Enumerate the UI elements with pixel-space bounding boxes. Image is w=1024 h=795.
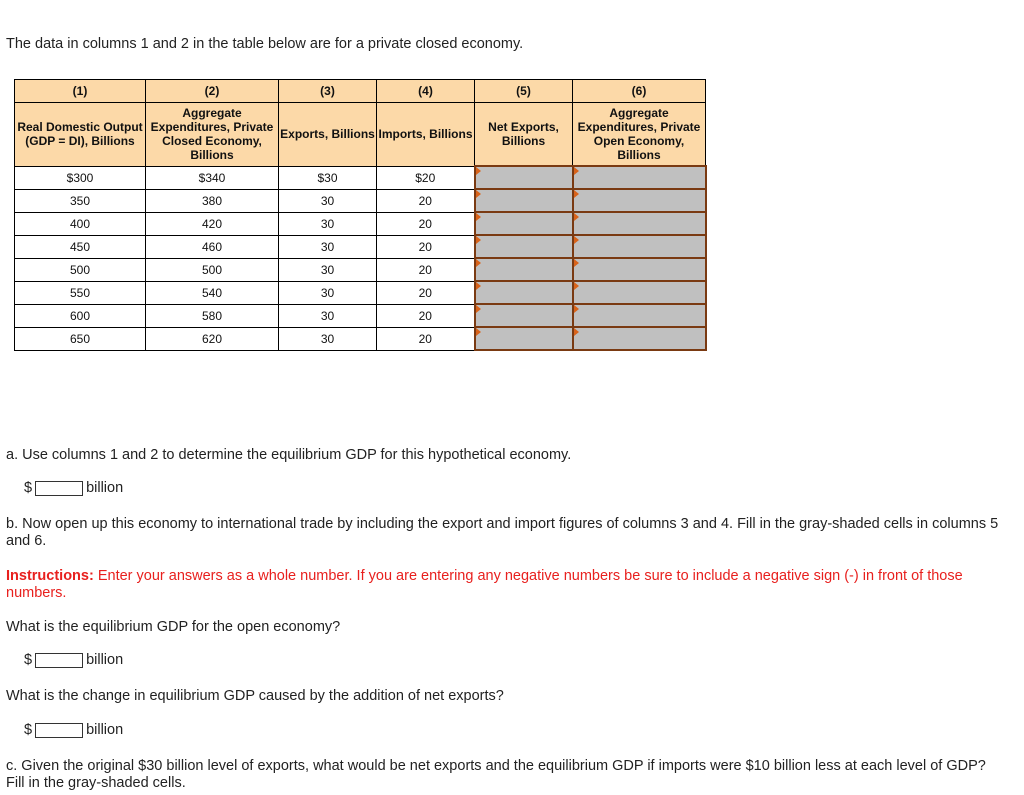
question-a: a. Use columns 1 and 2 to determine the equilibrium GDP for this hypothetical economy. — [6, 447, 572, 463]
table-cell: 20 — [377, 281, 475, 304]
col-number: (6) — [573, 80, 706, 103]
col-header: Net Exports, Billions — [475, 103, 573, 167]
table-cell: 400 — [15, 212, 146, 235]
table-cell: 350 — [15, 189, 146, 212]
table-cell: 30 — [279, 304, 377, 327]
table-cell: $30 — [279, 166, 377, 189]
table-cell: 30 — [279, 235, 377, 258]
answer-a — [24, 480, 123, 496]
table-cell: 20 — [377, 304, 475, 327]
table-row — [15, 166, 706, 189]
net-exports-cell[interactable] — [475, 212, 573, 235]
table-cell: 30 — [279, 258, 377, 281]
net-exports-cell[interactable] — [475, 258, 573, 281]
open-ae-cell[interactable] — [573, 304, 706, 327]
open-ae-cell[interactable] — [573, 258, 706, 281]
col-header: Aggregate Expenditures, Private Closed Economy, Billions — [146, 103, 279, 167]
table-row — [15, 212, 706, 235]
open-ae-cell[interactable] — [573, 281, 706, 304]
table-cell: 380 — [146, 189, 279, 212]
table-cell: 30 — [279, 281, 377, 304]
table-cell: 620 — [146, 327, 279, 350]
table-cell: 600 — [15, 304, 146, 327]
open-ae-cell[interactable] — [573, 212, 706, 235]
net-exports-cell[interactable] — [475, 304, 573, 327]
question-open-gdp: What is the equilibrium GDP for the open economy? — [6, 619, 341, 635]
open-ae-cell[interactable] — [573, 327, 706, 350]
table-cell: $340 — [146, 166, 279, 189]
table-cell: 420 — [146, 212, 279, 235]
col-header: Imports, Billions — [377, 103, 475, 167]
table-cell: 20 — [377, 327, 475, 350]
col-header: Exports, Billions — [279, 103, 377, 167]
col-header: Real Domestic Output (GDP = DI), Billions — [15, 103, 146, 167]
dollar-sign: $ — [24, 652, 33, 668]
col-number: (1) — [15, 80, 146, 103]
col-number: (5) — [475, 80, 573, 103]
open-ae-cell[interactable] — [573, 166, 706, 189]
table-cell: 650 — [15, 327, 146, 350]
table-cell: 30 — [279, 189, 377, 212]
col-number: (2) — [146, 80, 279, 103]
instructions-label: Instructions: — [6, 568, 94, 584]
dollar-sign: $ — [24, 722, 33, 738]
economy-table — [14, 79, 707, 351]
answer-open-gdp — [24, 652, 123, 668]
table-cell: $20 — [377, 166, 475, 189]
open-ae-cell[interactable] — [573, 235, 706, 258]
gdp-change-input[interactable] — [35, 723, 83, 738]
col-number: (3) — [279, 80, 377, 103]
table-cell: 20 — [377, 212, 475, 235]
equilibrium-gdp-open-input[interactable] — [35, 653, 83, 668]
unit-label: billion — [86, 722, 124, 738]
net-exports-cell[interactable] — [475, 189, 573, 212]
table-cell: 20 — [377, 189, 475, 212]
table-cell: 20 — [377, 235, 475, 258]
net-exports-cell[interactable] — [475, 281, 573, 304]
table-row — [15, 189, 706, 212]
table-cell: 460 — [146, 235, 279, 258]
question-c: c. Given the original $30 billion level of exports, what would be net exports and the equilibrium GDP if imports were $10 billion less at each level of GDP? Fill in the gray-shaded cells. — [6, 758, 986, 791]
table-cell: 30 — [279, 327, 377, 350]
instructions — [6, 568, 1006, 602]
answer-change — [24, 722, 123, 738]
table-row — [15, 304, 706, 327]
table-cell: 450 — [15, 235, 146, 258]
question-change: What is the change in equilibrium GDP caused by the addition of net exports? — [6, 688, 504, 704]
table-cell: $300 — [15, 166, 146, 189]
table-cell: 550 — [15, 281, 146, 304]
net-exports-cell[interactable] — [475, 235, 573, 258]
open-ae-cell[interactable] — [573, 189, 706, 212]
dollar-sign: $ — [24, 480, 33, 496]
equilibrium-gdp-closed-input[interactable] — [35, 481, 83, 496]
table-row — [15, 258, 706, 281]
table-cell: 30 — [279, 212, 377, 235]
table-row — [15, 235, 706, 258]
table-row — [15, 327, 706, 350]
table-cell: 540 — [146, 281, 279, 304]
question-b: b. Now open up this economy to international trade by including the export and import figures of columns 3 and 4. Fill in the gray-shaded cells in columns 5 and 6. — [6, 516, 999, 549]
instructions-text: Enter your answers as a whole number. If you are entering any negative numbers be sure to include a negative sign (-) in front of those numbers. — [6, 568, 963, 601]
intro-text: The data in columns 1 and 2 in the table below are for a private closed economy. — [6, 36, 524, 52]
net-exports-cell[interactable] — [475, 327, 573, 350]
col-header: Aggregate Expenditures, Private Open Economy, Billions — [573, 103, 706, 167]
table-cell: 20 — [377, 258, 475, 281]
unit-label: billion — [86, 652, 124, 668]
col-number: (4) — [377, 80, 475, 103]
table-cell: 580 — [146, 304, 279, 327]
table-row — [15, 281, 706, 304]
table-cell: 500 — [15, 258, 146, 281]
unit-label: billion — [86, 480, 124, 496]
table-cell: 500 — [146, 258, 279, 281]
net-exports-cell[interactable] — [475, 166, 573, 189]
